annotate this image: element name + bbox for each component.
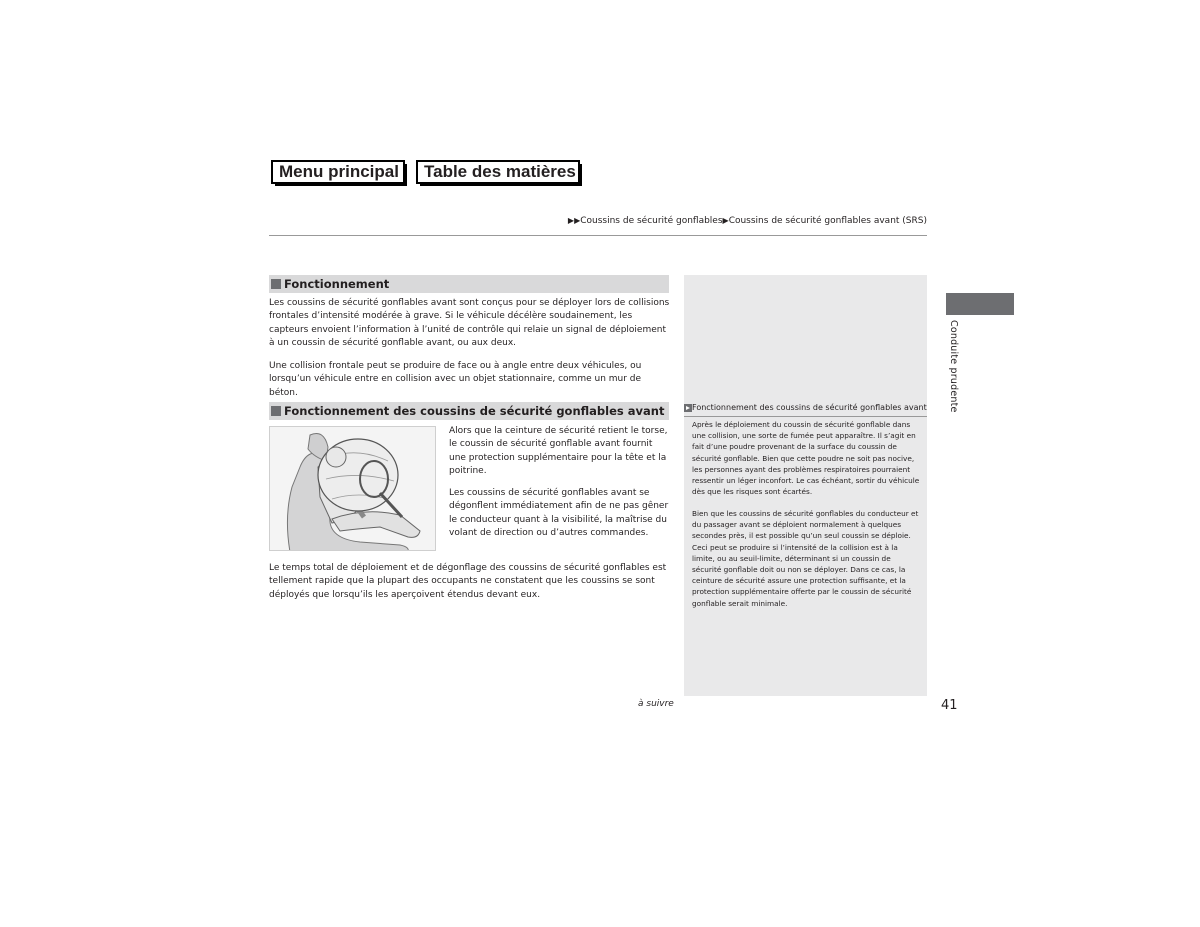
airbag-deployment-illustration: [269, 426, 436, 551]
section-title: Fonctionnement: [284, 277, 390, 291]
sidebar-paragraph: Bien que les coussins de sécurité gonflables du conducteur et du passager avant se déploient normalement à quelques secondes près, il est possible qu’un seul coussin se déploie. Ceci peut se produire si l’intensité de la collision est à la limite, ou au seuil-limite, déterminant si un coussin de sécurité gonflable doit ou non se déployer. Dans ce cas, la ceinture de sécurité assure une protection suffisante, et la protection supplémentaire offerte par le coussin de sécurité gonflable serait minimale.: [692, 509, 919, 608]
chapter-tab-label: Conduite prudente: [948, 320, 959, 413]
chapter-tab: [946, 293, 1014, 315]
arrow-icon: ▶: [722, 216, 729, 225]
sidebar-note-title: Fonctionnement des coussins de sécurité gonflables avant: [692, 403, 927, 412]
square-bullet-icon: [271, 406, 281, 416]
continued-label: à suivre: [638, 699, 674, 709]
sidebar-note-heading: [684, 402, 927, 417]
driver-airbag-icon: [270, 427, 436, 551]
section-title: Fonctionnement des coussins de sécurité gonflables avant: [284, 404, 665, 418]
table-of-contents-button[interactable]: Table des matières: [416, 160, 580, 184]
breadcrumb: [568, 216, 927, 226]
square-bullet-icon: [271, 279, 281, 289]
header-divider: [269, 235, 927, 236]
breadcrumb-level1: Coussins de sécurité gonflables: [580, 216, 723, 226]
section-heading-fonctionnement: [269, 275, 669, 293]
body-paragraph: Les coussins de sécurité gonflables avant se dégonflent immédiatement afin de ne pas gêner le conducteur quant à la visibilité, la maîtrise du volant de direction ou d’autres commandes.: [449, 488, 669, 538]
body-paragraph: Le temps total de déploiement et de dégonflage des coussins de sécurité gonflables est tellement rapide que la plupart des occupants ne constatent que les coussins se sont déployés que lorsqu’ils les aperçoivent étendus devant eux.: [269, 563, 667, 600]
section-heading-airbag-operation: [269, 402, 669, 420]
body-paragraph: Une collision frontale peut se produire de face ou à angle entre deux véhicules, ou lorsqu’un véhicule entre en collision avec un objet stationnaire, comme un mur de béton.: [269, 361, 642, 398]
double-arrow-icon: ▶▶: [567, 216, 581, 225]
breadcrumb-level2: Coussins de sécurité gonflables avant (SRS): [728, 216, 927, 226]
body-paragraph: Les coussins de sécurité gonflables avant sont conçus pour se déployer lors de collisions frontales d’intensité modérée à grave. Si le véhicule décélère soudainement, les capteurs envoient l’information à l’unité de contrôle qui relaie un signal de déploiement à un coussin de sécurité gonflable avant, ou aux deux.: [269, 298, 670, 348]
sidebar-paragraph: Après le déploiement du coussin de sécurité gonflable dans une collision, une sorte de fumée peut apparaître. Il s’agit en fait d’une poudre provenant de la surface du coussin de sécurité gonflable. Bien que cette poudre ne soit pas nocive, les personnes ayant des problèmes respiratoires pourraient ressentir un léger inconfort. Le cas échéant, sortir du véhicule dès que les risques sont écartés.: [692, 420, 920, 497]
page-number: 41: [941, 698, 958, 713]
body-paragraph: Alors que la ceinture de sécurité retient le torse, le coussin de sécurité gonflable avant fournit une protection supplémentaire pour la tête et la poitrine.: [449, 426, 668, 476]
main-menu-button[interactable]: Menu principal: [271, 160, 405, 184]
note-marker-icon: [684, 404, 692, 412]
